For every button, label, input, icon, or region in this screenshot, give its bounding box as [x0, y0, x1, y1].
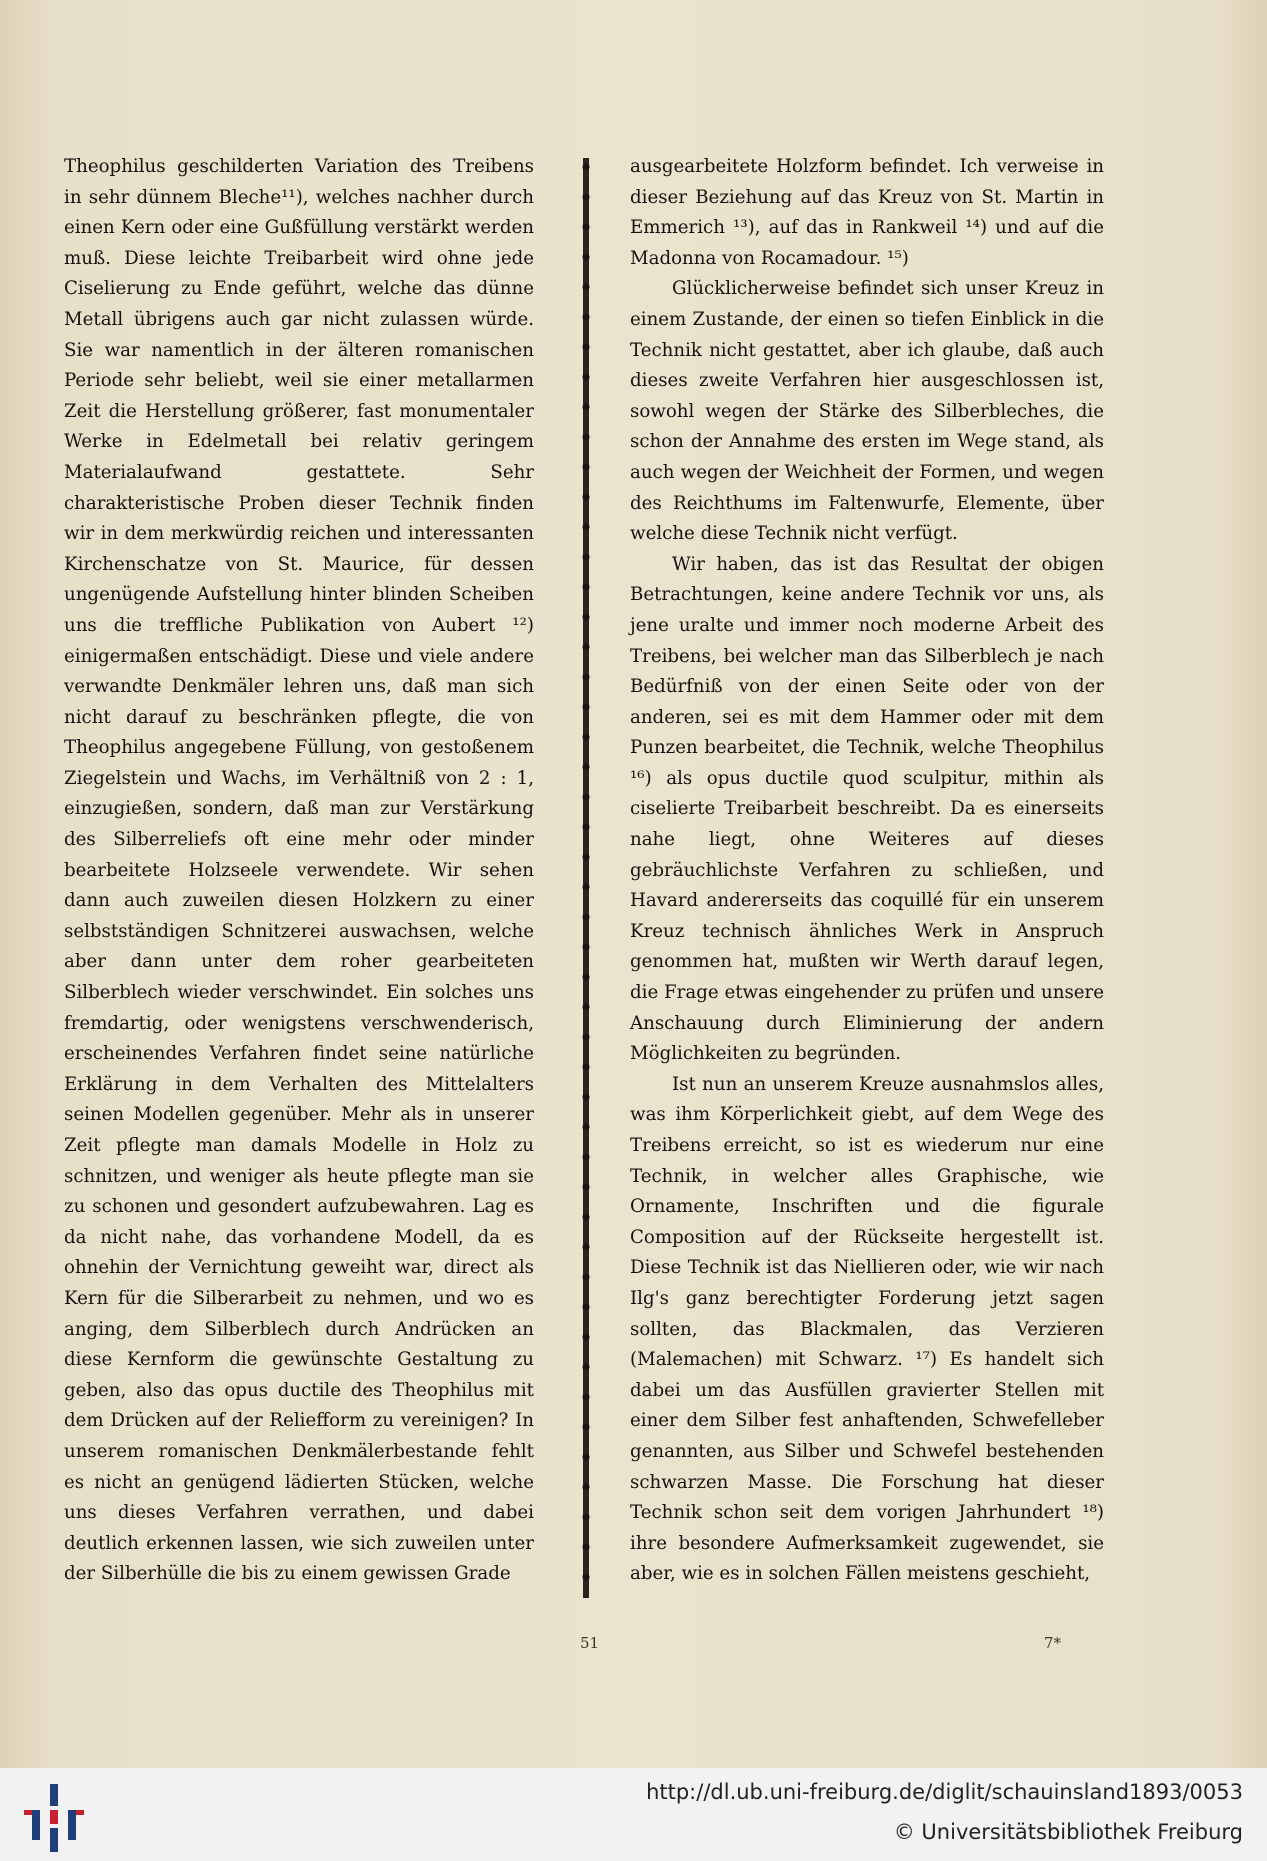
left-paragraph: Theophilus geschilderten Variation des Treibens in sehr dünnem Bleche¹¹), welches nachher durch einen Kern oder eine Gußfüllung verstärkt werden muß. Diese leichte Treibarbeit wird ohne jede Ciselierung zu Ende geführt, welche das dünne Metall übrigens auch gar nicht zulassen würde. Sie war namentlich in der älteren romanischen Periode sehr beliebt, weil sie einer metallarmen Zeit die Herstellung größerer, fast monumentaler Werke in Edelmetall bei relativ geringem Materialaufwand gestattete. Sehr charakteristische Proben dieser Technik finden wir in dem merkwürdig reichen und interessanten Kirchenschatze von St. Maurice, für dessen ungenügende Aufstellung hinter blinden Scheiben uns die treffliche Publikation von Aubert ¹²) einigermaßen entschädigt. Diese und viele andere verwandte Denkmäler lehren uns, daß man sich nicht darauf zu beschränken pflegte, die von Theophilus angegebene Füllung, von gestoßenem Ziegelstein und Wachs, im Verhältniß von 2 : 1, einzugießen, sondern, daß man zur Verstärkung des Silberreliefs oft eine mehr oder minder bearbeitete Holzseele verwendete. Wir sehen dann auch zuweilen diesen Holzkern zu einer selbstständigen Schnitzerei auswachsen, welche aber dann unter dem roher gearbeiteten Silberblech wieder verschwindet. Ein solches uns fremdartig, oder wenigstens verschwenderisch, erscheinendes Verfahren findet seine natürliche Erklärung in dem Verhalten des Mittelalters seinen Modellen gegenüber. Mehr als in unserer Zeit pflegte man damals Modelle in Holz zu schnitzen, und weniger als heute pflegte man sie zu schonen und gesondert aufzubewahren. Lag es da nicht nahe, das vorhandene Modell, da es ohnehin der Vernichtung geweiht war, direct als Kern für die Silberarbeit zu nehmen, und wo es anging, dem Silberblech durch Andrücken an diese Kernform die gewünschte Gestaltung zu geben, also das opus ductile des Theophilus mit dem Drücken auf der Reliefform zu vereinigen? In unserem romanischen Denkmälerbestande fehlt es nicht an genügend lädierten Stücken, welche uns dieses Verfahren verrathen, und dabei deutlich erkennen lassen, wie sich zuweilen unter der Silberhülle die bis zu einem gewissen Grade — [64, 156, 534, 1585]
right-paragraph-2: Glücklicherweise befindet sich unser Kreuz in einem Zustande, der einen so tiefen Einblick in die Technik nicht gestattet, aber ich glaube, daß auch dieses zweite Verfahren hier ausgeschlossen ist, sowohl wegen der Stärke des Silberbleches, die schon der Annahme des ersten im Wege stand, als auch wegen der Weichheit der Formen, und wegen des Reichthums im Faltenwurfe, Elemente, über welche diese Technik nicht verfügt. — [630, 278, 1104, 545]
right-text-column — [630, 152, 1104, 1590]
page-number-left: 51 — [580, 1634, 600, 1652]
right-paragraph-3: Wir haben, das ist das Resultat der obigen Betrachtungen, keine andere Technik vor uns, als jene uralte und immer noch moderne Arbeit des Treibens, bei welcher man das Silberblech je nach Bedürfniß von der einen Seite oder von der anderen, sei es mit dem Hammer oder mit dem Punzen bearbeitet, die Technik, welche Theophilus ¹⁶) als opus ductile quod sculpitur, mithin als ciselierte Treibarbeit beschreibt. Da es einerseits nahe liegt, ohne Weiteres auf dieses gebräuchlichste Verfahren zu schließen, und Havard andererseits das coquillé für ein unserem Kreuz technisch ähnliches Werk in Anspruch genommen hat, mußten wir Werth darauf legen, die Frage etwas eingehender zu prüfen und unsere Anschauung durch Eliminierung der andern Möglichkeiten zu begründen. — [630, 553, 1104, 1065]
copyright-notice: © Universitätsbibliothek Freiburg — [893, 1820, 1243, 1844]
library-logo-icon — [24, 1780, 84, 1856]
left-text-column — [64, 152, 534, 1590]
library-footer — [0, 1768, 1267, 1861]
document-url-link[interactable]: http://dl.ub.uni-freiburg.de/diglit/schauinsland1893/0053 — [646, 1780, 1243, 1804]
right-paragraph-4: Ist nun an unserem Kreuze ausnahmslos alles, was ihm Körperlichkeit giebt, auf dem Wege des Treibens erreicht, so ist es wiederum nur eine Technik, in welcher alles Graphische, wie Ornamente, Inschriften und die figurale Composition auf der Rückseite hergestellt ist. Diese Technik ist das Niellieren oder, wie wir nach Ilg's ganz berechtigter Forderung jetzt sagen sollten, das Blackmalen, das Verzieren (Malemachen) mit Schwarz. ¹⁷) Es handelt sich dabei um das Ausfüllen gravierter Stellen mit einer dem Silber fest anhaftenden, Schwefelleber genannten, aus Silber und Schwefel bestehenden schwarzen Masse. Die Forschung hat dieser Technik schon seit dem vorigen Jahrhundert ¹⁸) ihre besondere Aufmerksamkeit zugewendet, sie aber, wie es in solchen Fällen meistens geschieht, — [630, 1073, 1104, 1585]
ornamental-divider — [572, 158, 600, 1598]
page-number-right: 7* — [1044, 1634, 1062, 1652]
right-paragraph-1: ausgearbeitete Holzform befindet. Ich verweise in dieser Beziehung auf das Kreuz von St. Martin in Emmerich ¹³), auf das in Rankweil ¹⁴) und auf die Madonna von Rocamadour. ¹⁵) — [630, 156, 1104, 269]
